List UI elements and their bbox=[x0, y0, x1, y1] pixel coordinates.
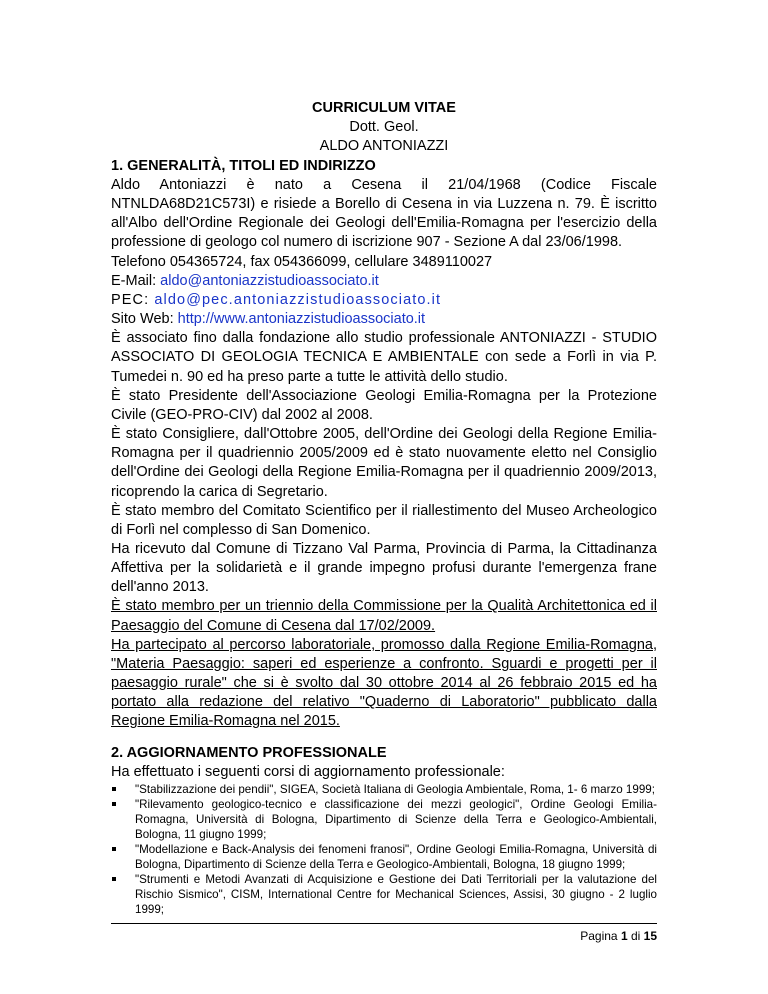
course-text: "Stabilizzazione dei pendii", SIGEA, Società Italiana di Geologia Ambientale, Roma, 1- 6 marzo 1999; bbox=[135, 782, 655, 796]
email-label: E-Mail: bbox=[111, 272, 161, 289]
course-item bbox=[111, 797, 657, 842]
square-bullet-icon bbox=[112, 802, 116, 806]
page-of: di bbox=[627, 929, 644, 943]
page-footer bbox=[111, 929, 657, 944]
paragraph-consigliere: È stato Consigliere, dall'Ottobre 2005, dell'Ordine dei Geologi della Regione Emilia-Romagna per il quadriennio 2005/2009 ed è stato nuovamente eletto nel Consiglio dell'Ordine dei Geologi della Regione Emilia-Romagna per il quadriennio 2009/2013, ricoprendo la carica di Segretario. bbox=[111, 426, 657, 500]
web-label: Sito Web: bbox=[111, 311, 178, 328]
section-heading-2: 2. AGGIORNAMENTO PROFESSIONALE bbox=[111, 744, 387, 761]
courses-list bbox=[111, 782, 657, 917]
courses-intro: Ha effettuato i seguenti corsi di aggiornamento professionale: bbox=[111, 763, 505, 780]
email-link[interactable]: aldo@antoniazzistudioassociato.it bbox=[160, 272, 379, 289]
document-subtitle: Dott. Geol. bbox=[349, 119, 419, 135]
page-total: 15 bbox=[643, 929, 657, 943]
web-link[interactable]: http://www.antoniazzistudioassociato.it bbox=[177, 311, 426, 328]
course-text: "Strumenti e Metodi Avanzati di Acquisizione e Gestione dei Dati Territoriali per la valutazione del Rischio Sismico", CISM, International Centre for Mechanical Sciences, Assisi, 30 giugno - 2 luglio 1999; bbox=[135, 872, 657, 916]
paragraph-commissione: È stato membro per un triennio della Commissione per la Qualità Architettonica ed il Paesaggio del Comune di Cesena dal 17/02/2009. bbox=[111, 598, 657, 634]
square-bullet-icon bbox=[112, 787, 116, 791]
square-bullet-icon bbox=[112, 877, 116, 881]
paragraph-paesaggio: Ha partecipato al percorso laboratoriale, promosso dalla Regione Emilia-Romagna, "Materia Paesaggio: saperi ed esperienze a confronto. Sguardi e progetti per il paesaggio rurale" che si è svolto dal 30 ottobre 2014 al 26 febbraio 2015 ed ha portato alla redazione del relativo "Quaderno di Laboratorio" pubblicato dalla Regione Emilia-Romagna nel 2015. bbox=[111, 636, 657, 730]
pec-line bbox=[111, 291, 657, 310]
intro-paragraph: Aldo Antoniazzi è nato a Cesena il 21/04/1968 (Codice Fiscale NTNLDA68D21C573I) e risiede a Borello di Cesena in via Luzzena n. 79. È iscritto all'Albo dell'Ordine Regionale dei Geologi dell'Emilia-Romagna per l'esercizio della professione di geologo col numero di iscrizione 907 - Sezione A dal 23/06/1998. bbox=[111, 177, 657, 251]
web-line bbox=[111, 310, 657, 329]
course-item bbox=[111, 872, 657, 917]
paragraph-studio: È associato fino dalla fondazione allo studio professionale ANTONIAZZI - STUDIO ASSOCIATO DI GEOLOGIA TECNICA E AMBIENTALE con sede a Forlì in via P. Tumedei n. 90 ed ha preso parte a tutte le attività dello studio. bbox=[111, 330, 657, 385]
course-text: "Rilevamento geologico-tecnico e classificazione dei mezzi geologici", Ordine Geologi Emilia-Romagna, Università di Bologna, Dipartimento di Scienze della Terra e Geologico-Ambientali, Bologna, 11 giugno 1999; bbox=[135, 797, 657, 841]
pec-label: PEC: bbox=[111, 291, 155, 308]
paragraph-museo: È stato membro del Comitato Scientifico per il riallestimento del Museo Archeologico di Forlì nel complesso di San Domenico. bbox=[111, 502, 657, 538]
document-body bbox=[111, 157, 657, 917]
document-title: CURRICULUM VITAE bbox=[312, 100, 456, 116]
footer-divider bbox=[111, 923, 657, 924]
course-item bbox=[111, 782, 657, 797]
course-text: "Modellazione e Back-Analysis dei fenomeni franosi", Ordine Geologi Emilia-Romagna, Università di Bologna, Dipartimento di Scienze della Terra e Geologico-Ambientali, Bologna, 18 giugno 1999; bbox=[135, 842, 657, 871]
section-heading-1: 1. GENERALITÀ, TITOLI ED INDIRIZZO bbox=[111, 158, 376, 174]
email-line bbox=[111, 272, 657, 291]
course-item bbox=[111, 842, 657, 872]
page-current: 1 bbox=[620, 929, 628, 943]
phone-line: Telefono 054365724, fax 054366099, cellulare 3489110027 bbox=[111, 253, 493, 270]
author-name: ALDO ANTONIAZZI bbox=[319, 138, 449, 154]
pec-link[interactable]: aldo@pec.antoniazzistudioassociato.it bbox=[154, 291, 442, 308]
paragraph-geoprociv: È stato Presidente dell'Associazione Geologi Emilia-Romagna per la Protezione Civile (GEO-PRO-CIV) dal 2002 al 2008. bbox=[111, 387, 657, 423]
title-block bbox=[0, 99, 768, 156]
paragraph-tizzano: Ha ricevuto dal Comune di Tizzano Val Parma, Provincia di Parma, la Cittadinanza Affettiva per la solidarietà e il grande impegno profusi durante l'emergenza frane dell'anno 2013. bbox=[111, 540, 657, 596]
square-bullet-icon bbox=[112, 847, 116, 851]
page-label: Pagina bbox=[580, 929, 621, 943]
